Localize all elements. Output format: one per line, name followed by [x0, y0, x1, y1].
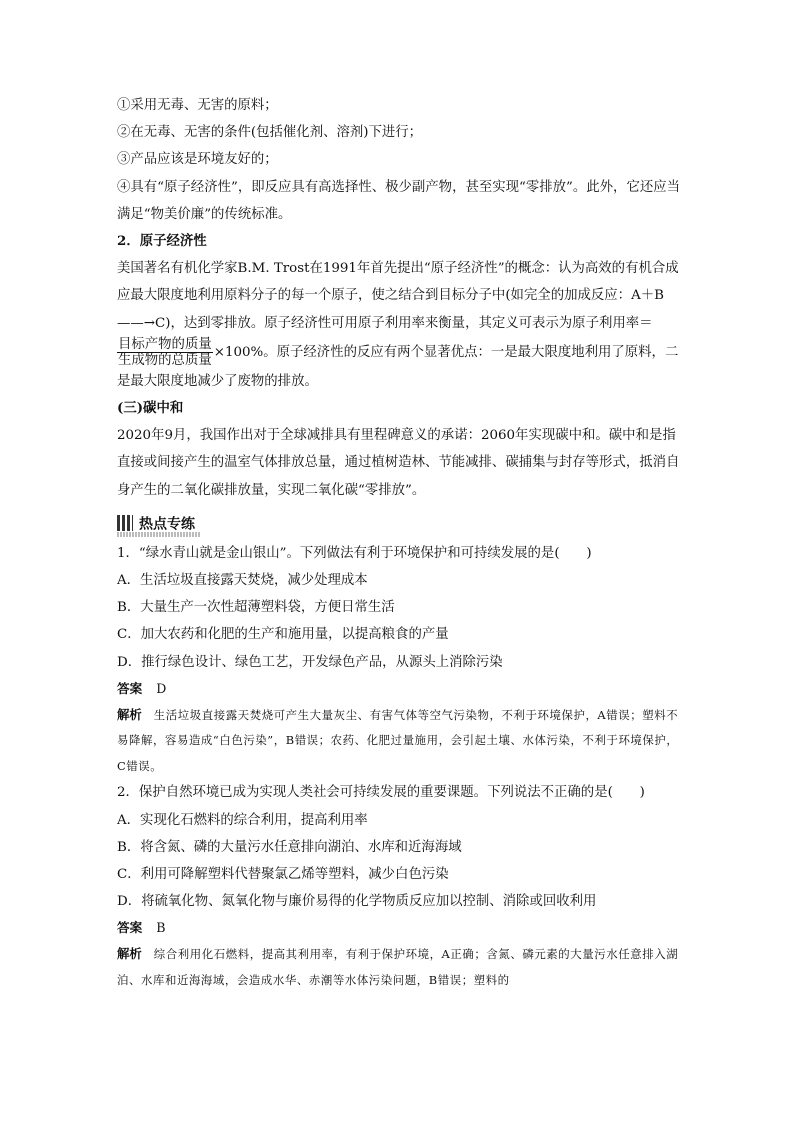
q1-answer-value: D — [156, 680, 167, 696]
q2-option-a: A．实现化石燃料的综合利用，提高利用率 — [117, 812, 368, 828]
q2-explain-label: 解析 — [117, 946, 142, 962]
principle-1: ①采用无毒、无害的原料； — [117, 98, 278, 113]
q1-option-c: C．加大农药和化肥的生产和施用量，以提高粮食的产量 — [117, 627, 449, 643]
q2-answer-value: B — [156, 920, 166, 936]
q2-option-c: C．利用可降解塑料代替聚氯乙烯等塑料，减少白色污染 — [117, 866, 449, 882]
section-title: 热点专练 — [139, 516, 195, 533]
fraction-numerator: 目标产物的质量 — [118, 336, 212, 352]
section-heading — [117, 513, 195, 535]
q2-explanation — [117, 941, 682, 993]
q1-stem: 1．“绿水青山就是金山银山”。下列做法有利于环境保护和可持续发展的是( ) — [117, 545, 592, 561]
heading-underline — [117, 532, 201, 537]
q1-option-d: D．推行绿色设计、绿色工艺，开发绿色产品，从源头上消除污染 — [117, 654, 503, 670]
q2-answer — [117, 915, 682, 941]
q1-answer-label: 答案 — [117, 680, 143, 696]
atom-economy-paragraph — [117, 255, 682, 395]
heading-bars-icon — [117, 515, 133, 531]
atom-economy-heading: 2．原子经济性 — [117, 233, 207, 250]
q1-option-b: B．大量生产一次性超薄塑料袋，方便日常生活 — [117, 600, 395, 616]
document-page — [117, 92, 682, 993]
principle-2: ②在无毒、无害的条件(包括催化剂、溶剂)下进行； — [117, 125, 423, 141]
q1-explain-text: 生活垃圾直接露天焚烧可产生大量灰尘、有害气体等空气污染物，不利于环境保护，A错误；塑料不易降解，容易造成“白色污染”，B错误；农药、化肥过量施用，会引起土壤、水体污染，不利于环境保护，C错误。 — [117, 707, 679, 773]
q1-answer — [117, 676, 682, 702]
q2-stem: 2．保护自然环境已成为实现人类社会可持续发展的重要课题。下列说法不正确的是( ) — [117, 785, 645, 801]
carbon-neutral-paragraph: 2020年9月，我国作出对于全球减排具有里程碑意义的承诺：2060年实现碳中和。碳中和是指直接或间接产生的温室气体排放总量，通过植树造林、节能减排、碳捕集与封存等形式，抵消自身产生的二氧化碳排放量，实现二氧化碳“零排放”。 — [117, 428, 680, 498]
principle-3: ③产品应该是环境友好的； — [117, 152, 278, 168]
atom-economy-text-after: ×100%。原子经济性的反应有两个显著优点：一是最大限度地利用了原料，二是最大限度地减少了废物的排放。 — [117, 344, 679, 389]
atom-utilization-fraction — [117, 337, 213, 368]
principle-4: ④具有“原子经济性”，即反应具有高选择性、极少副产物，甚至实现“零排放”。此外，它还应当满足“物美价廉”的传统标准。 — [117, 179, 681, 222]
q1-explain-label: 解析 — [117, 706, 142, 722]
fraction-denominator: 生成物的总质量 — [118, 352, 212, 368]
q2-answer-label: 答案 — [117, 920, 143, 936]
q2-option-b: B．将含氮、磷的大量污水任意排向湖泊、水库和近海海域 — [117, 839, 462, 855]
q2-option-d: D．将硫氧化物、氮氧化物与廉价易得的化学物质反应加以控制、消除或回收利用 — [117, 894, 597, 910]
q1-explanation — [117, 702, 682, 780]
carbon-neutral-heading: (三)碳中和 — [117, 400, 184, 417]
atom-economy-text: 美国著名有机化学家B.M. Trost在1991年首先提出“原子经济性”的概念：认为高效的有机合成应最大限度地利用原料分子的每一个原子，使之结合到目标分子中(如完全的加成反应：A＋B——→C)，达到零排放。原子经济性可用原子利用率来衡量，其定义可表示为原子利用率＝ — [117, 261, 679, 331]
q2-explain-text: 综合利用化石燃料，提高其利用率，有利于保护环境，A正确；含氮、磷元素的大量污水任意排入湖泊、水库和近海海域，会造成水华、赤潮等水体污染问题，B错误；塑料的 — [117, 947, 679, 987]
q1-option-a: A．生活垃圾直接露天焚烧，减少处理成本 — [117, 573, 368, 589]
